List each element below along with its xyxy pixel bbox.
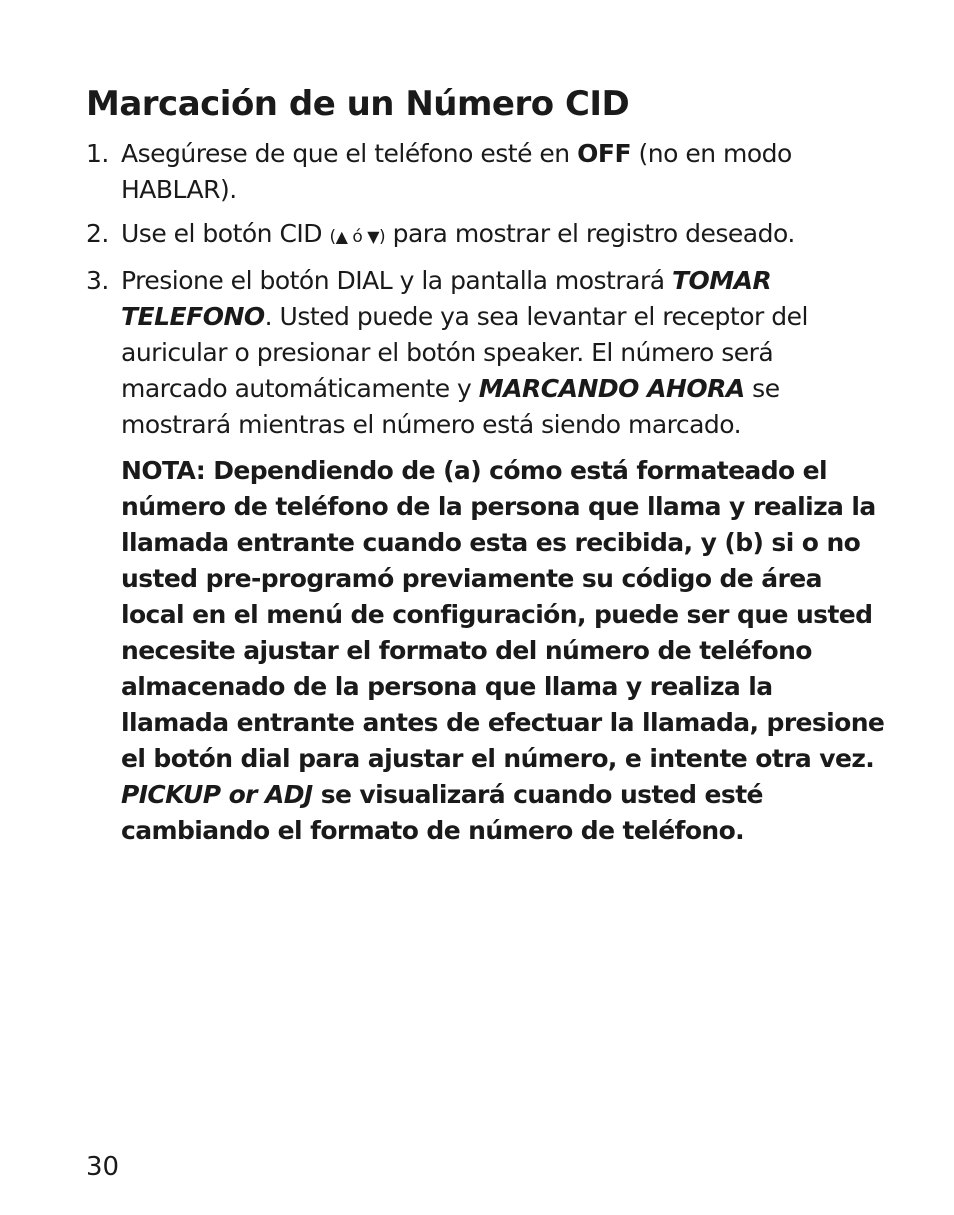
note-paragraph: NOTA: Dependiendo de (a) cómo está formateado el número de teléfono de la persona que llama y realiza la llamada entrante cuando esta es recibida, y (b) si o no usted pre-programó previamente su código de área local en el menú de configuración, puede ser que usted necesite ajustar el formato del número de teléfono almacenado de la persona que llama y realiza la llamada entrante antes de efectuar la llamada, presione el botón dial para ajustar el número, e intente otra vez. PICKUP or ADJ se visualizará cuando usted esté cambiando el formato de número de teléfono.: [121, 456, 885, 845]
step-number: 2.: [86, 219, 109, 248]
marcando-ahora-label: MARCANDO AHORA: [478, 374, 745, 403]
step-text: Asegúrese de que el teléfono esté en OFF (no en modo HABLAR).: [121, 139, 792, 204]
pickup-adj-label: PICKUP or ADJ: [121, 780, 313, 809]
step-text: Presione el botón DIAL y la pantalla mostrará TOMAR TELEFONO. Usted puede ya sea levantar el receptor del auricular o presionar el botón speaker. El número será marcado automáticamente y MARCANDO AHORA se mostrará mientras el número está siendo marcado.: [121, 266, 808, 439]
steps-list: [86, 136, 886, 857]
cid-arrows: (▲ ó ▼): [329, 227, 386, 247]
step-number: 1.: [86, 139, 109, 168]
up-arrow-icon: ▲: [335, 227, 348, 246]
page-title: Marcación de un Número CID: [86, 84, 630, 124]
step-2: [86, 216, 886, 255]
down-arrow-icon: ▼: [367, 227, 379, 246]
page-number: 30: [86, 1152, 120, 1182]
off-label: OFF: [577, 139, 632, 168]
step-text: Use el botón CID (▲ ó ▼) para mostrar el registro deseado.: [121, 219, 795, 248]
tomar-telefono-label: TOMAR TELEFONO: [121, 266, 772, 331]
step-number: 3.: [86, 266, 109, 295]
step-3: [86, 263, 886, 849]
step-1: [86, 136, 886, 208]
